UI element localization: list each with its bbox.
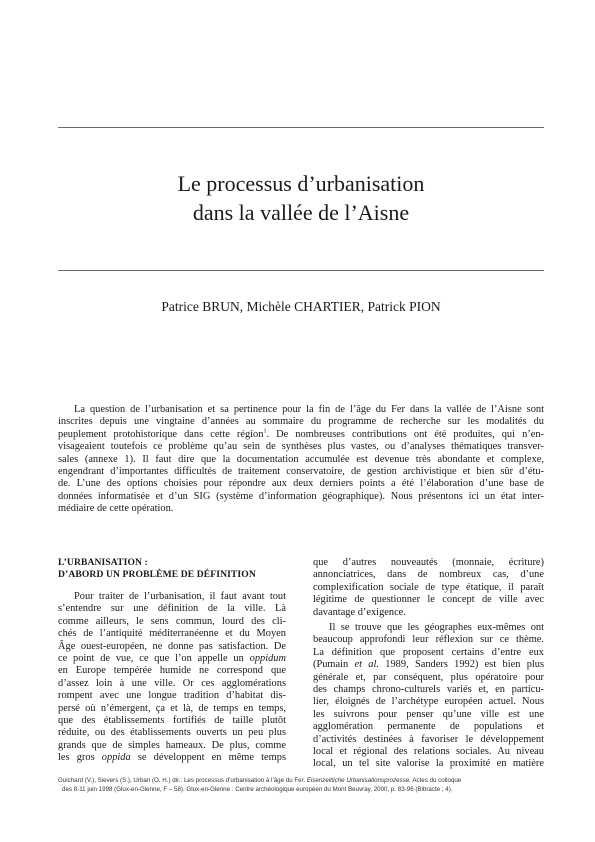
footnote-line-text-after: Actes du colloque [410,777,462,784]
left-column-line-text: comme ailleurs, le sens commun, lourd des cli- [58,615,286,627]
left-column-line-text: ce point de vue, ce que l’on appelle un [58,653,250,664]
left-column-line-text: grands que de simples hameaux. De plus, comme [58,739,286,751]
right-column-line-italic: et al. [354,659,379,671]
right-column-line-text: beaucoup approfondi leur réflexion sur ce thème. [313,634,544,646]
right-column-line-text: annonciatrices, dans de nombreux cas, d’une [313,569,544,581]
abstract-line [58,441,544,453]
left-column-line [58,603,286,615]
abstract-line [58,491,544,503]
footnote-line [58,776,461,785]
left-column-line-text: persé où n’émergent, ça et là, de temps en temps, [58,702,286,714]
paper-title-line-1: Le processus d’urbanisation [177,171,425,196]
right-column-line-text: Il se trouve que les géographes eux-mêmes ont [329,622,544,633]
abstract-line [58,429,544,441]
right-column-line [313,659,544,671]
right-column-line [313,709,544,721]
right-column-line [313,582,544,594]
right-column-line-text: les suivrons pour penser qu’une ville est une [313,708,544,720]
left-column-line [58,752,286,764]
right-column-line-text: La définition que proposent certains d’entre eux [313,646,544,658]
left-column-line-italic: oppidum [249,653,286,664]
right-column-line-text: complexification sociale de type étatique, il paraît [313,581,544,593]
footnote-line-italic: Eisenzeitliche Urbanisationsprozesse. [306,777,411,784]
left-column-line [58,727,286,739]
abstract-line [58,466,544,478]
abstract-line-text: données informatisée et d’un SIG (système d’information géographique). Nous présentons ici un état inter- [58,490,544,502]
abstract-line-text: de. L’une des options choisies pour répondre aux deux derniers points a été l’élaboration d’une base de [58,478,544,490]
right-column-line-text: agglomération permanente de populations et [313,721,544,733]
left-column-line [58,628,286,640]
right-column-line [313,594,544,606]
left-column-line [58,678,286,690]
right-column-line-text: davantage d’exigence. [313,606,406,618]
right-column-line [313,634,544,646]
abstract-line-text: peuplement protohistorique dans cette région [58,428,264,440]
right-column-line-text: (Pumain [313,659,355,671]
right-column-line-text: local, un tel site valorise la proximité en matière [313,758,544,770]
footnote-line [62,785,453,794]
right-column-line [313,557,544,569]
abstract-line-text: La question de l’urbanisation et sa pertinence pour la fin de l’âge du Fer dans la vallée de l’Aisne sont [74,404,544,415]
left-column-line [58,665,286,677]
left-column-line-text-after: se développent en même temps [130,752,286,764]
left-column-line-text: en Europe tempérée humide ne correspond que [58,665,286,677]
left-column-line-text: que des établissements fortifiés de taille plutôt [58,715,286,726]
left-column-line-italic: oppida [101,752,131,764]
right-column-line [313,746,544,758]
footnote-line-text: Guichard (V.), Sievers (S.), Urban (O. H.) dir.: Les processus d’urbanisation à l’âge du Fer. [58,777,307,784]
top-rule [58,127,544,128]
right-column-line-text: d’activités destinées à favoriser le développement [313,733,544,745]
abstract-line-text: inscrites depuis une vingtaine d’années au sommaire du programme de recherche sur les modalités du [58,416,544,428]
left-column-line [58,690,286,702]
left-column-line [58,715,286,727]
right-column-line-text: légitime de questionner le concept de ville avec [313,594,544,606]
section-heading-line-1: L’URBANISATION : [58,557,148,568]
left-column-line [58,653,286,665]
left-column-line-text: chés de l’antiquité méditerranéenne et du Moyen [58,628,286,640]
right-column-line-text: générale et, par conséquent, plus opératoire pour [313,671,544,683]
abstract-line-text: médiaire de cette opération. [58,503,174,515]
paper-title-line-2: dans la vallée de l’Aisne [192,200,410,225]
left-column-line [58,591,286,603]
left-column-line-text: rompent avec une longue tradition d’habitat dis- [58,690,286,702]
left-column-line-text: réduite, ou des établissements ouverts un peu plus [58,727,286,739]
abstract-line [58,503,544,515]
right-column-line [313,696,544,708]
right-column-line [313,622,544,634]
right-column-line [313,647,544,659]
left-column-line [58,703,286,715]
left-column-line [58,641,286,653]
right-column-line [313,607,544,619]
right-column-line [313,569,544,581]
right-column-line [313,721,544,733]
right-column-line-text-after: 1989, Sanders 1992) est bien plus [379,659,545,671]
left-column-line [58,740,286,752]
right-column-line-text: local et régional des relations sociales. Au niveau [313,746,544,757]
left-column-line [58,616,286,628]
right-column-line-text: lier, éloignés de l’archétype européen actuel. Nous [313,696,544,708]
title-rule [58,270,544,271]
abstract-line-text-after: . De nombreuses contributions ont été produites, qui n’en- [266,428,544,440]
right-column-line [313,734,544,746]
footnote-line-text: des 8-11 juin 1998 (Glux-en-Glenne, F – 58). Glux-en-Glenne : Centre archéologique européen du Mont Beuvray, 2000, p. 83-96 (Bibracte ; 4). [62,786,453,793]
abstract-line-text: sales (annexe 1). Il faut dire que la documentation accumulée est devenue très abondante et complexe, [58,453,544,465]
abstract-line-text: engendrant d’importantes difficultés de traitement conservatoire, de gestion archivistique et bien sûr d’étu- [58,466,544,477]
left-column-line-text: Pour traiter de l’urbanisation, il faut avant tout [74,591,286,602]
right-column-line [313,758,544,770]
right-column-line [313,684,544,696]
abstract-line [58,416,544,428]
left-column-line-text: s’entendre sur une définition de la ville. Là [58,603,286,615]
abstract-line [58,478,544,490]
left-column-line-text: d’assez loin à une ville. Or ces agglomérations [58,677,286,689]
abstract-line [58,454,544,466]
right-column-line-text: que d’autres nouveautés (monnaie, écriture) [313,557,544,568]
footnote-marker: 1 [263,428,267,435]
right-column-line-text: des champs chrono-culturels variés et, en particu- [313,684,544,695]
right-column-line [313,672,544,684]
abstract-line-text: visageaient toutefois ce problème qu’au sein de synthèses plus vastes, ou d’analyses thématiques transver- [58,441,544,453]
section-heading-line-2: D’ABORD UN PROBLÈME DE DÉFINITION [58,569,256,580]
authors: Patrice BRUN, Michèle CHARTIER, Patrick PION [161,299,441,314]
left-column-line-text: les gros [58,752,102,764]
left-column-line-text: Âge ouest-européen, ne donne pas satisfaction. De [58,640,286,652]
abstract-line [58,404,544,416]
